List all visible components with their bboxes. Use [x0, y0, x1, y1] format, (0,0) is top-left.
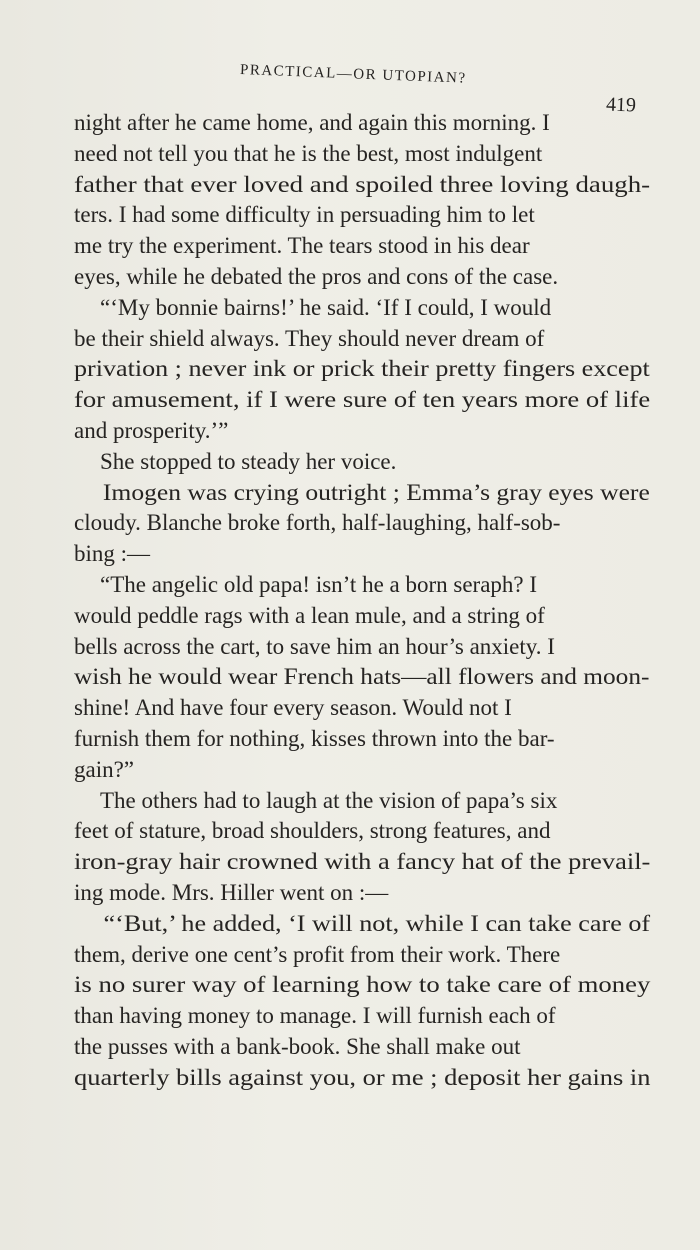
- text-line: need not tell you that he is the best, most indulgent: [74, 140, 543, 166]
- text-line: wish he would wear French hats—all flowers and moon-: [74, 664, 650, 690]
- text-line: privation ; never ink or prick their pretty fingers except: [74, 356, 650, 382]
- text-line: “‘My bonnie bairns!’ he said. ‘If I could, I would: [100, 294, 552, 320]
- text-line: iron-gray hair crowned with a fancy hat of the prevail-: [74, 849, 651, 875]
- running-title: PRACTICAL—OR UTOPIAN?: [239, 62, 467, 87]
- text-line: the pusses with a bank-book. She shall make out: [74, 1033, 521, 1059]
- text-line: Imogen was crying outright ; Emma’s gray eyes were: [102, 479, 650, 505]
- text-line: father that ever loved and spoiled three loving daugh-: [74, 171, 651, 197]
- text-line: bing :—: [74, 541, 151, 567]
- body-text: [74, 108, 652, 1094]
- text-line: than having money to manage. I will furnish each of: [74, 1003, 556, 1029]
- text-line: The others had to laugh at the vision of papa’s six: [100, 787, 558, 813]
- text-line: for amusement, if I were sure of ten years more of life: [74, 387, 651, 413]
- text-line: quarterly bills against you, or me ; deposit her gains in: [74, 1064, 651, 1090]
- text-line: eyes, while he debated the pros and cons of the case.: [74, 263, 559, 289]
- text-line: furnish them for nothing, kisses thrown into the bar-: [74, 725, 555, 751]
- text-line: shine! And have four every season. Would not I: [74, 695, 512, 721]
- text-line: feet of stature, broad shoulders, strong features, and: [74, 818, 551, 844]
- text-line: me try the experiment. The tears stood in his dear: [74, 233, 530, 259]
- text-line: “The angelic old papa! isn’t he a born seraph? I: [100, 571, 538, 597]
- text-line: cloudy. Blanche broke forth, half-laughing, half-sob-: [74, 510, 561, 536]
- page-number: 419: [605, 93, 637, 117]
- text-line: ters. I had some difficulty in persuading him to let: [74, 202, 535, 228]
- text-line: be their shield always. They should never dream of: [74, 325, 545, 351]
- text-line: is no surer way of learning how to take care of money: [74, 972, 651, 998]
- text-line: gain?”: [74, 756, 135, 782]
- text-line: bells across the cart, to save him an hour’s anxiety. I: [74, 633, 555, 659]
- text-line: “‘But,’ he added, ‘I will not, while I can take care of: [103, 910, 651, 936]
- text-line: would peddle rags with a lean mule, and a string of: [74, 602, 545, 628]
- text-line: and prosperity.’”: [74, 417, 229, 443]
- text-line: night after he came home, and again this morning. I: [74, 110, 550, 135]
- text-line: ing mode. Mrs. Hiller went on :—: [74, 879, 389, 905]
- text-line: them, derive one cent’s profit from their work. There: [74, 941, 561, 967]
- text-line: She stopped to steady her voice.: [100, 448, 397, 474]
